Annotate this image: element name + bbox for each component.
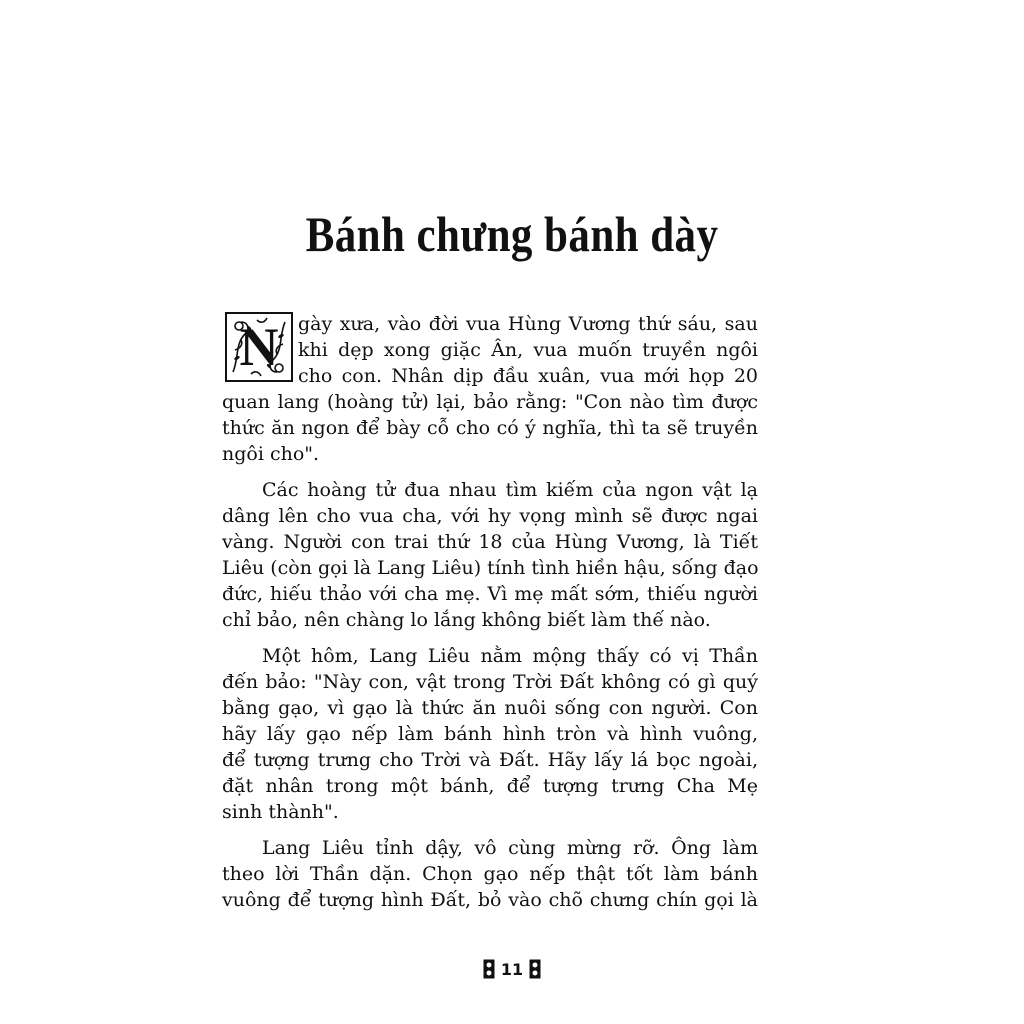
text-line: vàng. Người con trai thứ 18 của Hùng Vương, là Tiết [222,531,758,553]
text-line: để tượng trưng cho Trời và Đất. Hãy lấy lá bọc ngoài, [222,749,758,771]
page-ornament-icon [483,959,495,979]
text-line: Một hôm, Lang Liêu nằm mộng thấy có vị Thần [262,645,758,667]
text-line: Các hoàng tử đua nhau tìm kiếm của ngon vật lạ [262,479,758,501]
text-line: đến bảo: "Này con, vật trong Trời Đất không có gì quý [222,671,758,693]
page-number-label: 11 [500,959,524,979]
text-line: theo lời Thần dặn. Chọn gạo nếp thật tốt làm bánh [222,863,758,885]
text-line: Liêu (còn gọi là Lang Liêu) tính tình hiền hậu, sống đạo [222,557,759,579]
text-line: sinh thành". [222,801,339,823]
page-number [0,959,1024,979]
page-title: Bánh chưng bánh dày [305,206,719,262]
text-line: dâng lên cho vua cha, với hy vọng mình sẽ được ngai [222,505,758,527]
text-line: hãy lấy gạo nếp làm bánh hình tròn và hình vuông, [222,723,758,745]
page-ornament-icon [529,959,541,979]
text-line: bằng gạo, vì gạo là thức ăn nuôi sống con người. Con [222,697,758,719]
text-line: vuông để tượng hình Đất, bỏ vào chõ chưng chín gọi là [222,889,758,911]
text-line: quan lang (hoàng tử) lại, bảo rằng: "Con nào tìm được [222,391,758,413]
text-line: thức ăn ngon để bày cỗ cho có ý nghĩa, thì ta sẽ truyền [222,417,758,439]
text-line: đức, hiếu thảo với cha mẹ. Vì mẹ mất sớm, thiếu người [222,583,758,605]
text-line: Lang Liêu tỉnh dậy, vô cùng mừng rỡ. Ông làm [262,837,758,859]
text-line: chỉ bảo, nên chàng lo lắng không biết làm thế nào. [222,609,711,631]
text-line: gày xưa, vào đời vua Hùng Vương thứ sáu, sau [298,313,758,335]
text-line: ngôi cho". [222,443,320,465]
text-line: khi dẹp xong giặc Ân, vua muốn truyền ngôi [298,339,758,361]
text-line: đặt nhân trong một bánh, để tượng trưng Cha Mẹ [222,775,758,797]
drop-cap [225,312,293,382]
drop-cap-letter: N [239,317,279,377]
text-line: cho con. Nhân dịp đầu xuân, vua mới họp 20 [298,365,758,387]
